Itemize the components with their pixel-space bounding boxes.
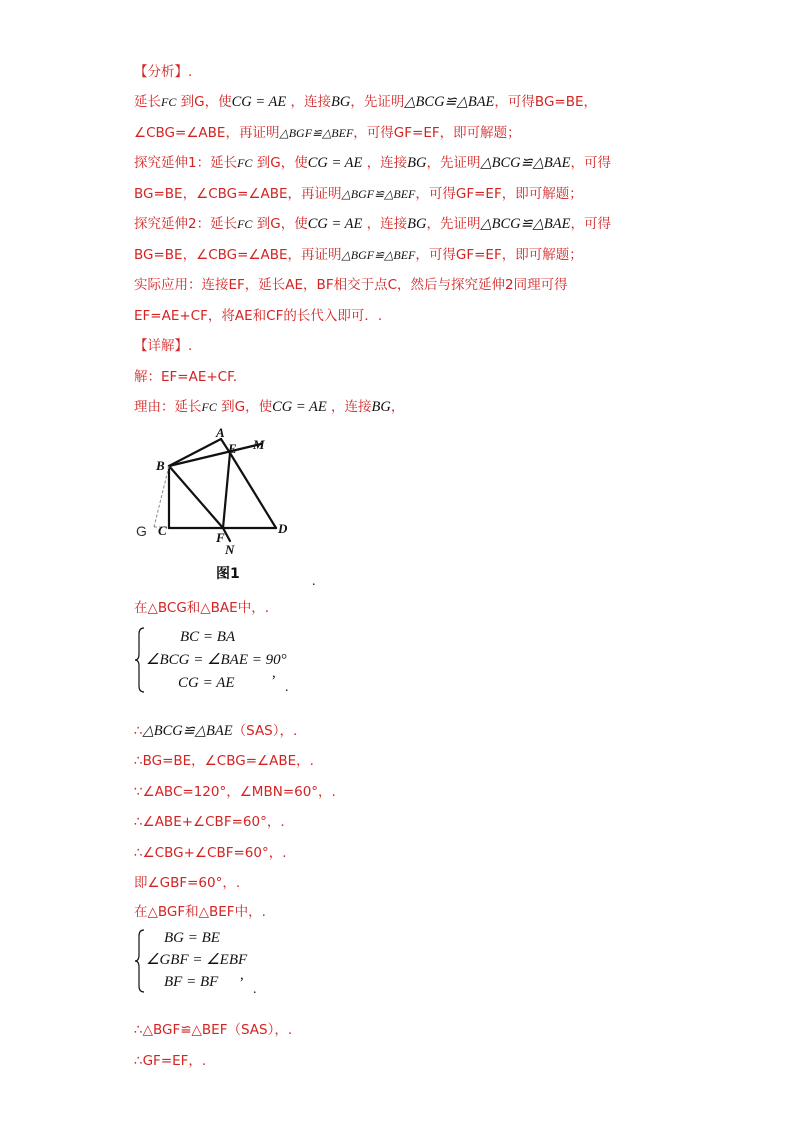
analysis-line-4: BG=BE，∠CBG=∠ABE，再证明△BGF≌△BEF，可得GF=EF，即可解题； — [134, 186, 583, 202]
detail-heading: 【详解】. — [134, 338, 193, 354]
figure-caption: 图1 — [216, 566, 240, 582]
proof-line-2: ∴△BCG≌△BAE（SAS），. — [134, 723, 298, 739]
system1-eq3: CG = AE — [178, 675, 235, 691]
system2-eq1: BG = BE — [164, 930, 220, 946]
equation-system-1: BC = BA ∠BCG = ∠BAE = 90° CG = AE , — [134, 626, 304, 694]
label-G: G — [136, 523, 147, 539]
document-page: 【分析】. 延长FC 到G，使CG = AE ，连接BG，先证明△BCG≌△BAE，可得BG=BE， ∠CBG=∠ABE，再证明△BGF≌△BEF，可得GF=EF，即可解题； 探究延伸1：延长FC 到G，使CG = AE ，连接BG，先证明△BCG≌△BAE，可得 BG=BE，∠CBG=∠ABE，再证明△BGF≌△BEF，可得GF=EF，即可解题； 探究延伸2：延长FC 到G，使CG = AE ，连接BG，先证明△BCG≌△BAE，可得 BG=BE，∠CBG=∠ABE，再证明△BGF≌△BEF，可得GF=EF，即可解题； 实际应用：连接EF，延长AE，BF相交于点C，然后与探究延伸2同理可得 EF=AE+CF，将AE和CF的长代入即可．. 【详解】. 解：EF=AE+CF. 理由：延长FC 到G，使CG = AE ，连接BG， A E M B C F N D G 图1 . 在△BCG和△BAE中，. BC = BA ∠BCG = ∠BAE = 90° CG = AE , . ∴△BCG≌△BAE（SAS），. ∴BG=BE，∠CBG=∠ABE，. ∵∠ABC=120°，∠MBN=60°，. ∴∠ABE+∠CBF=60°，. ∴∠CBG+∠CBF=60°，. 即∠GBF=60°，. 在△BGF和△BEF中，. BG = BE ∠GBF = ∠EBF BF = BF , . ∴△BGF≌△BEF（SAS），. ∴GF=EF，. — [134, 64, 612, 1069]
analysis-line-6: BG=BE，∠CBG=∠ABE，再证明△BGF≌△BEF，可得GF=EF，即可解题； — [134, 247, 583, 263]
proof-line-8: 在△BGF和△BEF中，. — [134, 904, 266, 920]
proof-line-1: 在△BCG和△BAE中，. — [134, 600, 269, 616]
proof-line-3: ∴BG=BE，∠CBG=∠ABE，. — [134, 753, 314, 769]
proof-line-10: ∴GF=EF，. — [134, 1053, 207, 1069]
segment-BG-dashed — [154, 466, 169, 527]
analysis-line-5: 探究延伸2：延长FC 到G，使CG = AE ，连接BG，先证明△BCG≌△BAE，可得 — [134, 216, 612, 232]
ray-BM — [169, 444, 261, 466]
label-A: A — [216, 425, 225, 440]
system2-eq2: ∠GBF = ∠EBF — [146, 952, 248, 968]
brace-icon — [134, 928, 146, 994]
analysis-line-7: 实际应用：连接EF，延长AE，BF相交于点C，然后与探究延伸2同理可得 — [134, 277, 568, 293]
analysis-line-8: EF=AE+CF，将AE和CF的长代入即可．. — [134, 308, 383, 324]
analysis-heading: 【分析】. — [134, 64, 193, 80]
analysis-line-3: 探究延伸1：延长FC 到G，使CG = AE ，连接BG，先证明△BCG≌△BAE，可得 — [134, 155, 612, 171]
proof-line-4: ∵∠ABC=120°，∠MBN=60°，. — [134, 784, 336, 800]
segment-EF — [223, 453, 230, 528]
analysis-line-1: 延长FC 到G，使CG = AE ，连接BG，先证明△BCG≌△BAE，可得BG=BE， — [134, 94, 598, 110]
geometry-figure — [134, 425, 304, 585]
brace-icon — [134, 626, 146, 694]
detail-answer: 解：EF=AE+CF. — [134, 369, 237, 385]
label-N: N — [225, 542, 235, 557]
proof-line-7: 即∠GBF=60°，. — [134, 875, 241, 891]
system1-eq2: ∠BCG = ∠BAE = 90° — [146, 652, 287, 668]
detail-reason: 理由：延长FC 到G，使CG = AE ，连接BG， — [134, 399, 405, 415]
label-B: B — [156, 458, 165, 473]
label-M: M — [253, 437, 265, 452]
system2-eq3: BF = BF — [164, 974, 219, 990]
analysis-line-2: ∠CBG=∠ABE，再证明△BGF≌△BEF，可得GF=EF，即可解题； — [134, 125, 521, 141]
proof-line-9: ∴△BGF≌△BEF（SAS），. — [134, 1022, 293, 1038]
label-C: C — [158, 523, 167, 538]
segment-BF — [169, 466, 223, 528]
label-E: E — [228, 441, 237, 456]
label-F: F — [216, 530, 225, 545]
equation-system-2: BG = BE ∠GBF = ∠EBF BF = BF , — [134, 928, 304, 994]
label-D: D — [278, 521, 288, 536]
segment-BA — [169, 439, 221, 466]
proof-line-5: ∴∠ABE+∠CBF=60°，. — [134, 814, 285, 830]
system1-eq1: BC = BA — [180, 629, 236, 645]
segment-ED — [230, 453, 276, 528]
proof-line-6: ∴∠CBG+∠CBF=60°，. — [134, 845, 287, 861]
